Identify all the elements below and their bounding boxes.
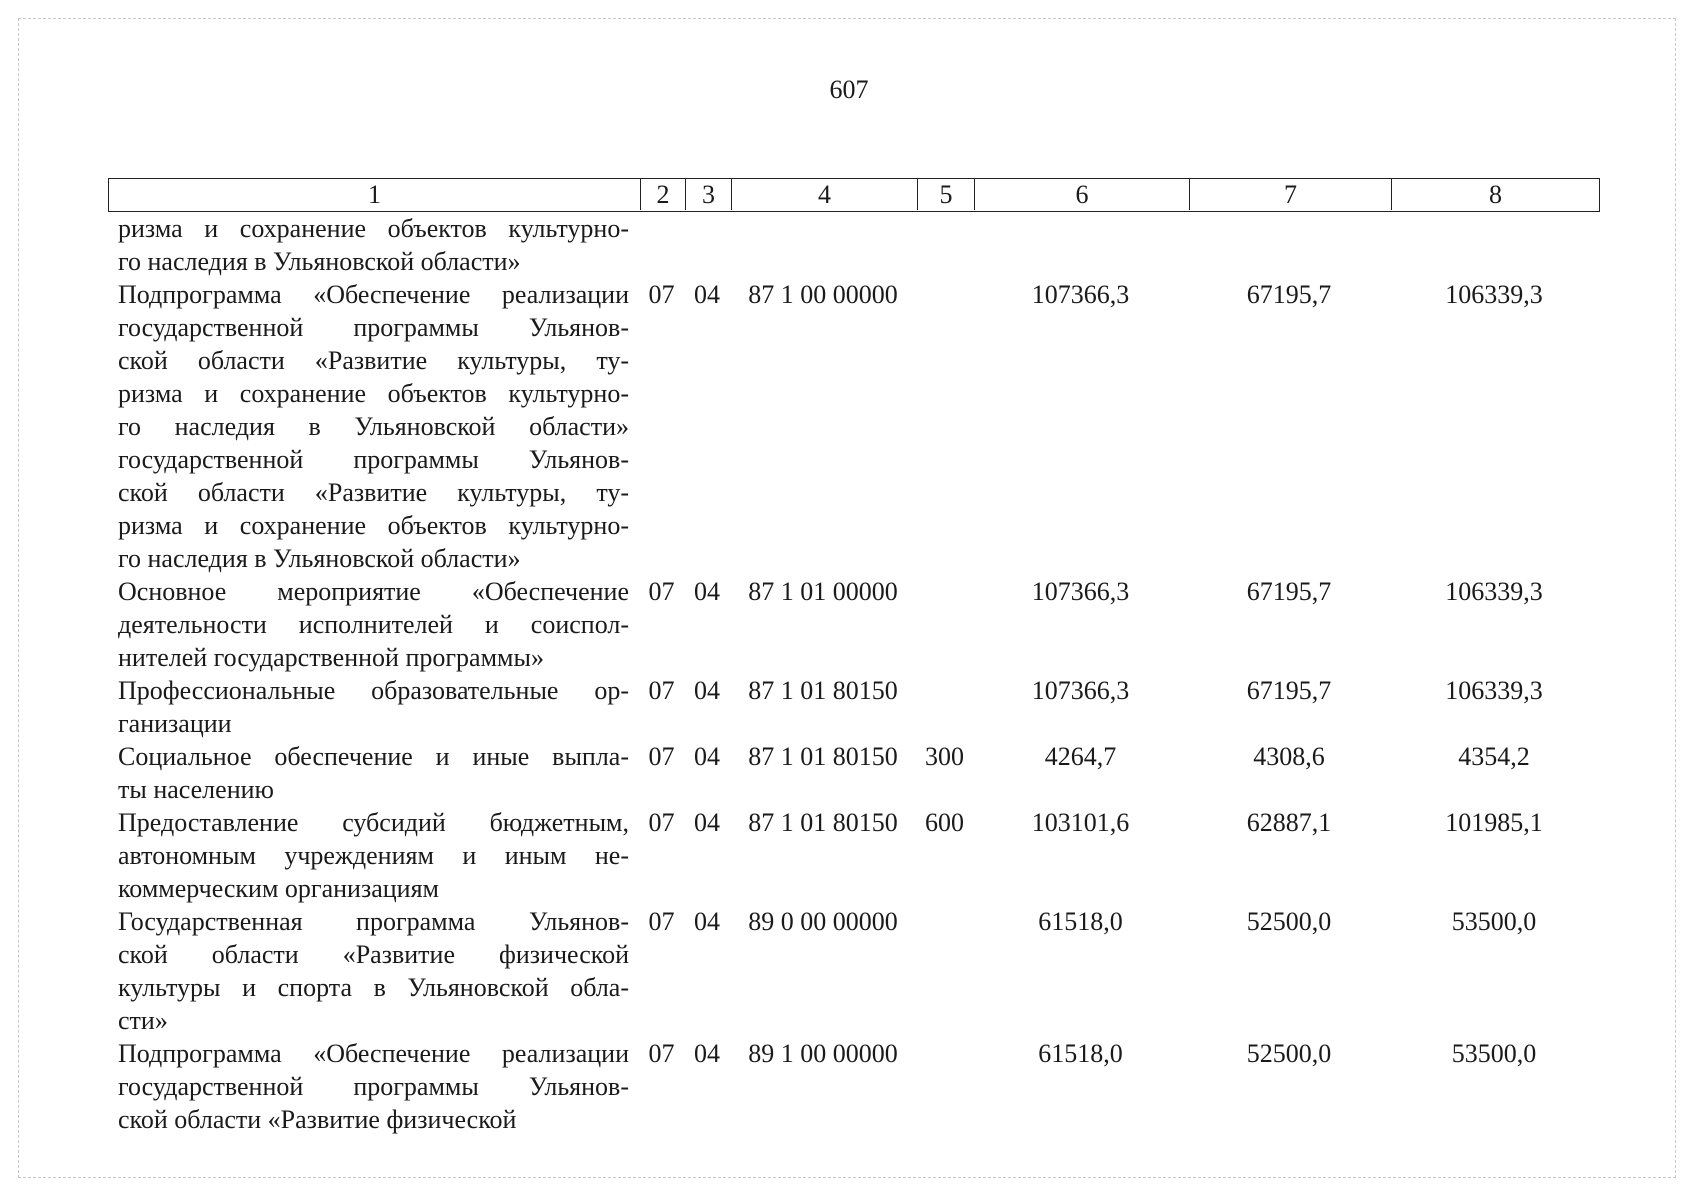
amount-col-6: 4264,7 <box>1044 742 1117 771</box>
amount-col-8: 101985,1 <box>1445 808 1543 837</box>
amount-col-8: 53500,0 <box>1451 907 1537 936</box>
page-number: 607 <box>829 75 869 104</box>
code-subsection: 04 <box>694 280 720 309</box>
amount-col-6: 61518,0 <box>1038 1039 1123 1068</box>
code-section: 07 <box>648 907 675 936</box>
row-name-line: ской области «Развитие физической <box>118 940 629 969</box>
amount-col-7: 62887,1 <box>1246 808 1332 837</box>
header-col-7: 7 <box>1189 179 1391 210</box>
row-name-line: ты населению <box>118 775 274 804</box>
table-body <box>108 212 1598 1136</box>
row-name-line: Предоставление субсидий бюджетным, <box>118 808 629 837</box>
table-row <box>108 806 1598 905</box>
row-name-line: ской области «Развитие культуры, ту- <box>118 346 629 375</box>
code-subsection: 04 <box>694 676 720 705</box>
row-name-line: ризма и сохранение объектов культурно- <box>118 379 629 408</box>
amount-col-7: 67195,7 <box>1246 577 1332 606</box>
code-subsection: 04 <box>694 808 720 837</box>
code-section: 07 <box>648 808 675 837</box>
amount-col-8: 106339,3 <box>1445 676 1543 705</box>
amount-col-8: 106339,3 <box>1445 577 1543 606</box>
row-name-line: Подпрограмма «Обеспечение реализации <box>118 280 629 309</box>
amount-col-7: 67195,7 <box>1246 280 1332 309</box>
amount-col-7: 52500,0 <box>1246 1039 1332 1068</box>
amount-col-6: 103101,6 <box>1031 808 1130 837</box>
row-name-line: ризма и сохранение объектов культурно- <box>118 214 629 243</box>
table-row <box>108 740 1598 806</box>
code-section: 07 <box>648 1039 675 1068</box>
target-article: 87 1 01 00000 <box>748 577 898 606</box>
table-row <box>108 674 1598 740</box>
code-subsection: 04 <box>694 907 720 936</box>
amount-col-7: 52500,0 <box>1246 907 1332 936</box>
row-name <box>108 905 639 1037</box>
header-col-3: 3 <box>685 179 731 210</box>
header-col-2: 2 <box>640 179 685 210</box>
row-name-line: Подпрограмма «Обеспечение реализации <box>118 1039 629 1068</box>
header-col-5: 5 <box>917 179 974 210</box>
row-name <box>108 806 639 905</box>
code-section: 07 <box>648 577 675 606</box>
amount-col-6: 61518,0 <box>1038 907 1123 936</box>
table-header <box>108 178 1600 212</box>
row-name-line: Государственная программа Ульянов- <box>118 907 629 936</box>
target-article: 87 1 01 80150 <box>748 742 898 771</box>
table-row <box>108 212 1598 278</box>
row-name-line: го наследия в Ульяновской области» <box>118 412 629 441</box>
row-name <box>108 674 639 740</box>
row-name-line: го наследия в Ульяновской области» <box>118 247 521 276</box>
row-name-line: Профессиональные образовательные ор- <box>118 676 629 705</box>
target-article: 89 1 00 00000 <box>748 1039 898 1068</box>
row-name-line: Основное мероприятие «Обеспечение <box>118 577 629 606</box>
row-name-line: ризма и сохранение объектов культурно- <box>118 511 629 540</box>
header-col-6: 6 <box>974 179 1189 210</box>
row-name-line: сти» <box>118 1006 168 1035</box>
row-name-line: коммерческим организациям <box>118 874 440 903</box>
code-subsection: 04 <box>694 577 720 606</box>
amount-col-7: 4308,6 <box>1253 742 1325 771</box>
amount-col-6: 107366,3 <box>1031 577 1130 606</box>
header-col-1: 1 <box>368 180 381 209</box>
row-name <box>108 212 639 278</box>
table-row <box>108 278 1598 575</box>
row-name-line: ской области «Развитие физической <box>118 1105 517 1134</box>
row-name <box>108 1037 639 1136</box>
header-col-4: 4 <box>731 179 917 210</box>
row-name <box>108 575 639 674</box>
header-col-8: 8 <box>1391 179 1599 210</box>
expense-type: 300 <box>925 742 964 771</box>
code-section: 07 <box>648 676 675 705</box>
code-section: 07 <box>648 280 675 309</box>
code-subsection: 04 <box>694 1039 720 1068</box>
target-article: 87 1 01 80150 <box>748 676 898 705</box>
table-row <box>108 1037 1598 1136</box>
row-name-line: нителей государственной программы» <box>118 643 544 672</box>
row-name-line: Социальное обеспечение и иные выпла- <box>118 742 629 771</box>
row-name-line: ской области «Развитие культуры, ту- <box>118 478 629 507</box>
amount-col-6: 107366,3 <box>1031 676 1130 705</box>
amount-col-7: 67195,7 <box>1246 676 1332 705</box>
amount-col-6: 107366,3 <box>1031 280 1130 309</box>
table-row <box>108 575 1598 674</box>
row-name <box>108 740 639 806</box>
target-article: 87 1 01 80150 <box>748 808 898 837</box>
row-name-line: автономным учреждениям и иным не- <box>118 841 629 870</box>
row-name-line: ганизации <box>118 709 232 738</box>
target-article: 87 1 00 00000 <box>748 280 898 309</box>
row-name-line: государственной программы Ульянов- <box>118 445 629 474</box>
amount-col-8: 106339,3 <box>1445 280 1543 309</box>
code-subsection: 04 <box>694 742 720 771</box>
row-name-line: государственной программы Ульянов- <box>118 1072 629 1101</box>
row-name <box>108 278 639 575</box>
row-name-line: деятельности исполнителей и соиспол- <box>118 610 629 639</box>
amount-col-8: 53500,0 <box>1451 1039 1537 1068</box>
table-row <box>108 905 1598 1037</box>
expense-type: 600 <box>925 808 964 837</box>
code-section: 07 <box>648 742 675 771</box>
row-name-line: государственной программы Ульянов- <box>118 313 629 342</box>
row-name-line: го наследия в Ульяновской области» <box>118 544 521 573</box>
amount-col-8: 4354,2 <box>1458 742 1530 771</box>
target-article: 89 0 00 00000 <box>748 907 898 936</box>
row-name-line: культуры и спорта в Ульяновской обла- <box>118 973 629 1002</box>
